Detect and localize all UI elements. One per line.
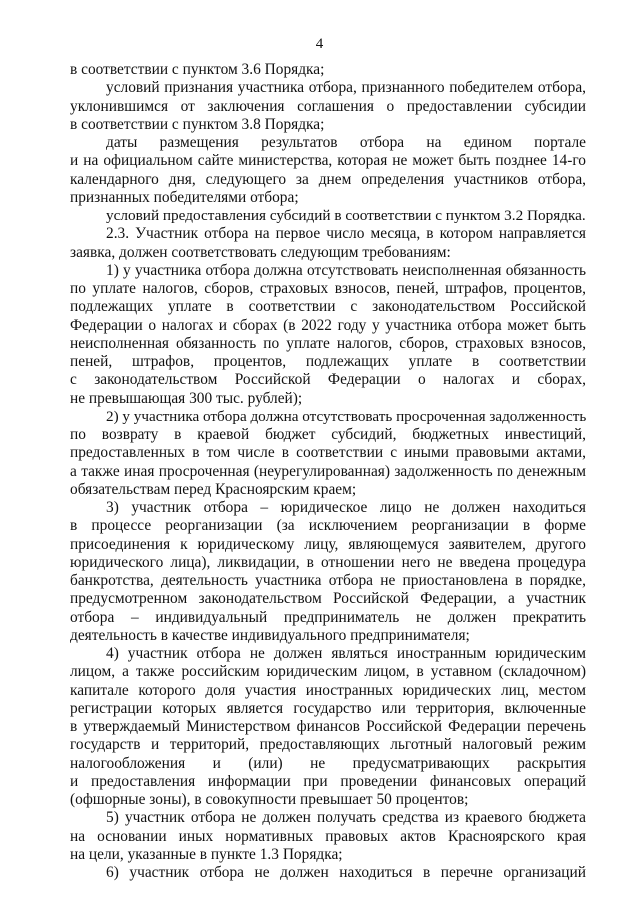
text-line: по уплате налогов, сборов, страховых взносов, пеней, штрафов, процентов, <box>70 280 586 297</box>
text-line: и предоставления информации при проведении финансовых операций <box>70 772 586 790</box>
text-line: обязательствам перед Красноярским краем; <box>70 480 357 498</box>
text-line: даты размещения результатов отбора на едином портале <box>106 134 586 151</box>
text-line: в соответствии с пунктом 3.6 Порядка; <box>70 61 325 78</box>
text-line: регистрации которых является государство или территория, включенные <box>70 699 586 717</box>
text-line: с законодательством Российской Федерации о налогах и сборах, <box>70 371 586 389</box>
page-number: 4 <box>315 36 324 52</box>
text-line: на цели, указанные в пункте 1.3 Порядка; <box>70 845 343 863</box>
text-line: 2) у участника отбора должна отсутствовать просроченная задолженность <box>106 407 587 425</box>
text-line: неисполненная обязанность по уплате налогов, сборов, страховых взносов, <box>70 334 586 352</box>
text-line: условий признания участника отбора, признанного победителем отбора, <box>106 79 586 97</box>
text-line: пеней, штрафов, процентов, подлежащих уплате в соответствии <box>70 353 586 370</box>
text-line: в соответствии с пунктом 3.8 Порядка; <box>70 115 325 133</box>
text-line: по возврату в краевой бюджет субсидий, бюджетных инвестиций, <box>70 426 586 443</box>
text-line: налогообложения и (или) не предусматривающих раскрытия <box>70 754 586 772</box>
text-line: календарного дня, следующего за днем определения участников отбора, <box>70 170 586 188</box>
text-line: присоединения к юридическому лицу, являющемуся заявителем, другого <box>70 535 586 553</box>
text-line: юридического лица), ликвидации, в отношении него не введена процедура <box>70 553 586 571</box>
text-line: отбора – индивидуальный предприниматель не должен прекратить <box>70 608 586 626</box>
text-line: и на официальном сайте министерства, которая не может быть позднее 14-го <box>70 152 586 170</box>
text-line: не превышающая 300 тыс. рублей); <box>70 389 303 407</box>
text-line: капитале которого доля участия иностранных юридических лиц, местом <box>70 681 586 699</box>
text-line: 6) участник отбора не должен находиться в перечне организаций <box>106 864 586 881</box>
text-line: деятельность в качестве индивидуального предпринимателя; <box>70 626 470 644</box>
text-line: на основании иных нормативных правовых актов Красноярского края <box>70 827 586 845</box>
text-line: лицом, а также российским юридическим лицом, в уставном (складочном) <box>70 663 586 681</box>
text-line: признанных победителями отбора; <box>70 188 299 206</box>
text-line: уклонившимся от заключения соглашения о предоставлении субсидии <box>70 97 586 115</box>
text-line: подлежащих уплате в соответствии с законодательством Российской <box>70 298 586 316</box>
text-line: Федерации о налогах и сборах (в 2022 году у участника отбора может быть <box>70 316 586 334</box>
text-line: условий предоставления субсидий в соответствии с пунктом 3.2 Порядка. <box>106 207 586 224</box>
text-line: (офшорные зоны), в совокупности превышает 50 процентов; <box>70 791 469 808</box>
text-line: банкротства, деятельность участника отбора не приостановлена в порядке, <box>70 572 586 589</box>
text-line: а также иная просроченная (неурегулированная) задолженность по денежным <box>70 462 586 480</box>
text-line: заявка, должен соответствовать следующим требованиям: <box>70 243 451 261</box>
text-line: 2.3. Участник отбора на первое число месяца, в котором направляется <box>106 225 586 243</box>
text-line: предусмотренном законодательством Российской Федерации, а участник <box>70 590 586 608</box>
text-line: 4) участник отбора не должен являться иностранным юридическим <box>106 645 586 662</box>
text-line: в утверждаемый Министерством финансов Российской Федерации перечень <box>70 718 586 735</box>
text-line: 3) участник отбора – юридическое лицо не должен находиться <box>106 499 586 516</box>
text-line: 5) участник отбора не должен получать средства из краевого бюджета <box>106 809 586 827</box>
text-line: 1) у участника отбора должна отсутствовать неисполненная обязанность <box>106 261 586 279</box>
text-line: в процессе реорганизации (за исключением реорганизации в форме <box>70 517 586 535</box>
text-line: предоставленных в том числе в соответствии с иными правовыми актами, <box>70 444 586 462</box>
text-line: государств и территорий, предоставляющих льготный налоговый режим <box>70 736 586 754</box>
